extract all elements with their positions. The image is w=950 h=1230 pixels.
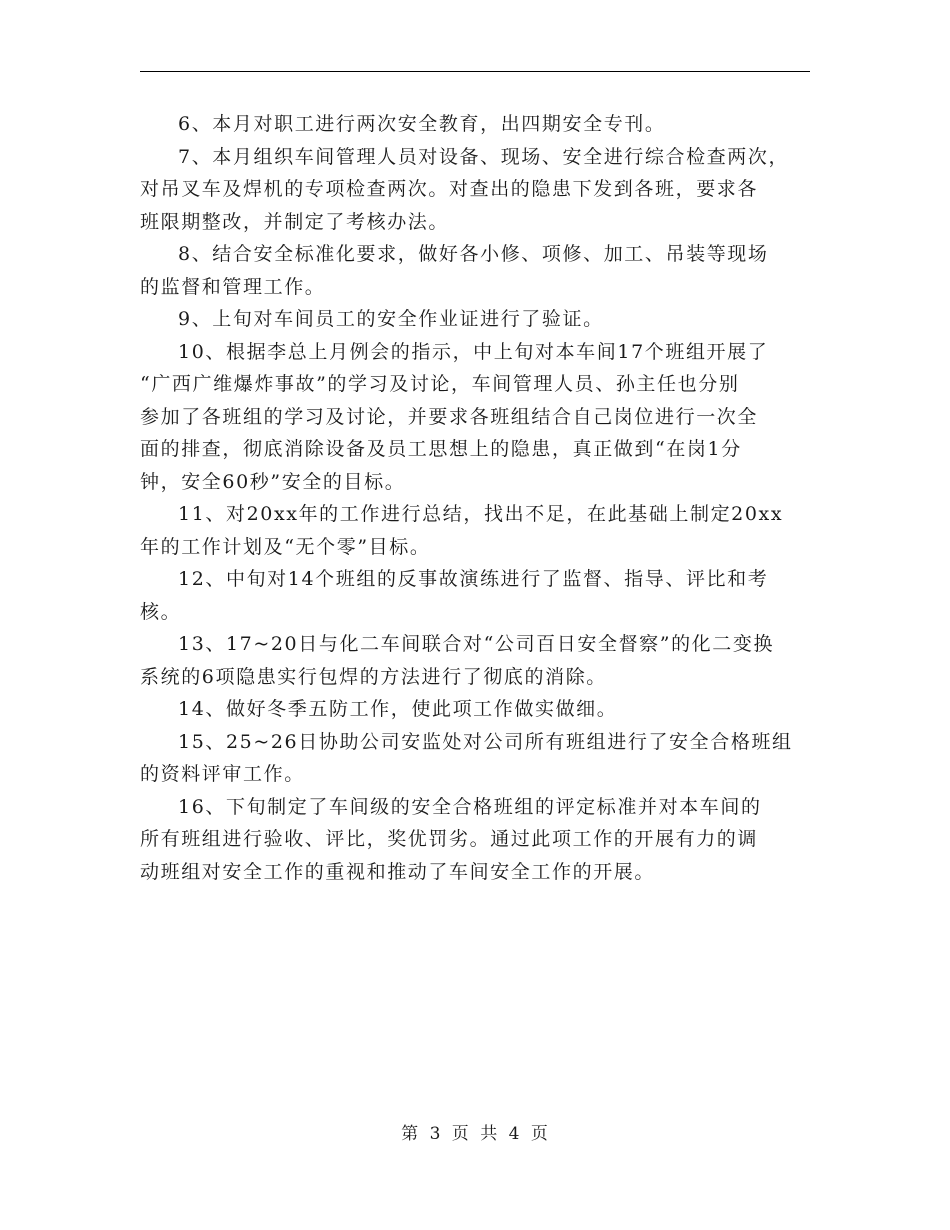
header-rule	[140, 71, 810, 72]
footer-prefix: 第	[401, 1124, 420, 1144]
paragraph-item-7: 7、本月组织车间管理人员对设备、现场、安全进行综合检查两次， 对吊叉车及焊机的专项检查两次。对查出的隐患下发到各班，要求各 班限期整改，并制定了考核办法。	[140, 145, 790, 233]
paragraph-item-13: 13、17~20日与化二车间联合对“公司百日安全督察”的化二变换 系统的6项隐患实行包焊的方法进行了彻底的消除。	[140, 633, 775, 688]
paragraph-item-14: 14、做好冬季五防工作，使此项工作做实做细。	[178, 698, 618, 720]
paragraph-item-11: 11、对20xx年的工作进行总结，找出不足，在此基础上制定20xx 年的工作计划及“无个零”目标。	[140, 503, 784, 558]
page-footer	[0, 1119, 950, 1144]
footer-current-page: 3	[429, 1124, 442, 1144]
paragraph-item-12: 12、中旬对14个班组的反事故演练进行了监督、指导、评比和考 核。	[140, 568, 769, 623]
footer-page-word-2: 页	[530, 1124, 549, 1144]
paragraph-item-9: 9、上旬对车间员工的安全作业证进行了验证。	[178, 308, 604, 330]
paragraph-item-8: 8、结合安全标准化要求，做好各小修、项修、加工、吊装等现场 的监督和管理工作。	[140, 243, 769, 298]
footer-total-word: 共	[480, 1124, 499, 1144]
footer-total-pages: 4	[508, 1124, 521, 1144]
footer-page-word: 页	[451, 1124, 470, 1144]
paragraph-item-16: 16、下旬制定了车间级的安全合格班组的评定标准并对本车间的 所有班组进行验收、评比，奖优罚劣。通过此项工作的开展有力的调 动班组对安全工作的重视和推动了车间安全工作的开展。	[140, 795, 762, 883]
paragraph-item-15: 15、25~26日协助公司安监处对公司所有班组进行了安全合格班组 的资料评审工作。	[140, 730, 793, 785]
paragraph-item-6: 6、本月对职工进行两次安全教育，出四期安全专刊。	[178, 113, 666, 135]
paragraph-item-10: 10、根据李总上月例会的指示，中上旬对本车间17个班组开展了 “广西广维爆炸事故”的学习及讨论，车间管理人员、孙主任也分别 参加了各班组的学习及讨论，并要求各班组结合自己岗位进行一次全 面的排查，彻底消除设备及员工思想上的隐患，真正做到“在岗1分 钟，安全60秒”安全的目标。	[140, 340, 769, 493]
document-body	[140, 108, 812, 888]
